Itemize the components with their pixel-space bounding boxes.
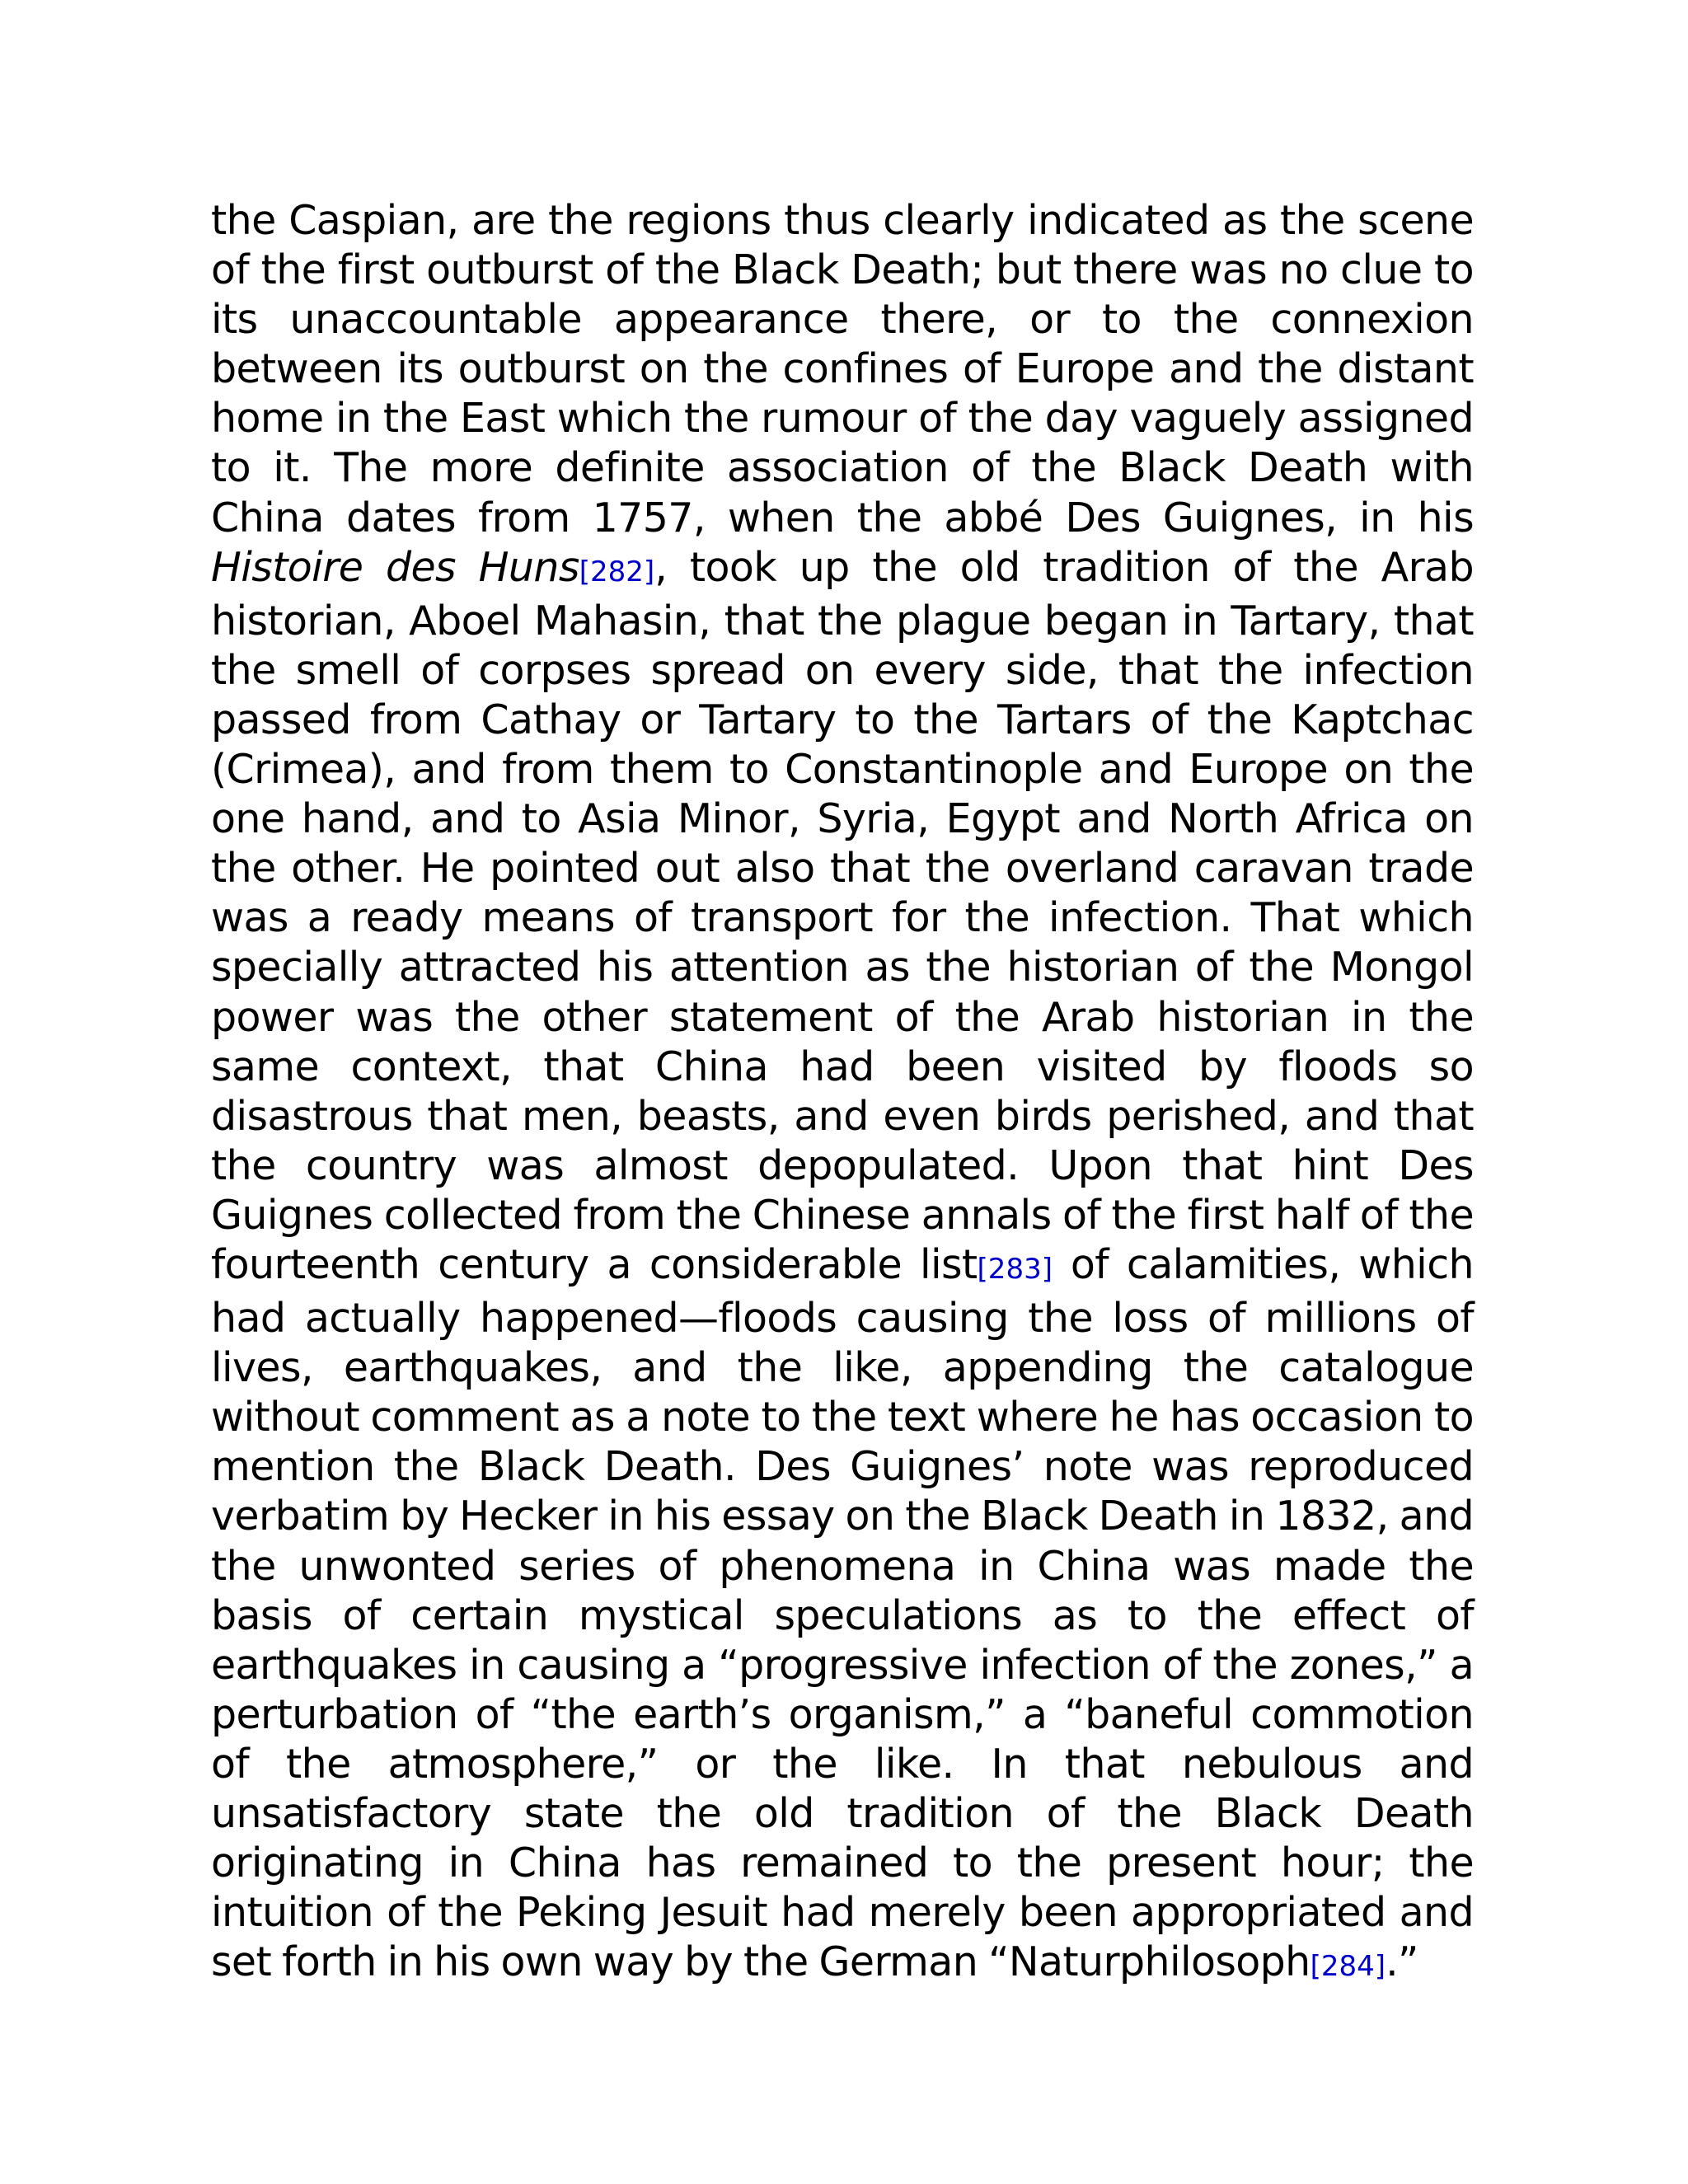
footnote-link-284[interactable]: [284]: [1310, 1950, 1386, 1984]
footnote-link-282[interactable]: [282]: [579, 555, 655, 588]
text-segment-3: of calamities, which had actually happened—floods causing the loss of millions of lives, earthquakes, and the like, appending the catalogue without comment as a note to the text where he has occasion to mention the Black Death. Des Guignes’ note was reproduced verbatim by Hecker in his essay on the Black Death in 1832, and the unwonted series of phenomena in China was made the basis of certain mystical speculations as to the effect of earthquakes in causing a “progressive infection of the zones,” a perturbation of “the earth’s organism,” a “baneful commotion of the atmosphere,” or the like. In that nebulous and unsatisfactory state the old tradition of the Black Death originating in China has remained to the present hour; the intuition of the Peking Jesuit had merely been appropriated and set forth in his own way by the German “Naturphilosoph: [211, 1240, 1474, 1986]
body-paragraph: [211, 196, 1474, 1991]
text-segment-4: .”: [1386, 1938, 1418, 1986]
page-body: [211, 196, 1474, 1991]
footnote-link-283[interactable]: [283]: [977, 1252, 1053, 1286]
text-segment-2: , took up the old tradition of the Arab historian, Aboel Mahasin, that the plague began in Tartary, that the smell of corpses spread on every side, that the infection passed from Cathay or Tartary to the Tartars of the Kaptchac (Crimea), and from them to Constantinople and Europe on the one hand, and to Asia Minor, Syria, Egypt and North Africa on the other. He pointed out also that the overland caravan trade was a ready means of transport for the infection. That which specially attracted his attention as the historian of the Mongol power was the other statement of the Arab historian in the same context, that China had been visited by floods so disastrous that men, beasts, and even birds perished, and that the country was almost depopulated. Upon that hint Des Guignes collected from the Chinese annals of the first half of the fourteenth century a considerable list: [211, 543, 1474, 1288]
text-segment-1: the Caspian, are the regions thus clearly indicated as the scene of the first outburst of the Black Death; but there was no clue to its unaccountable appearance there, or to the connexion between its outburst on the confines of Europe and the distant home in the East which the rumour of the day vaguely assigned to it. The more definite association of the Black Death with China dates from 1757, when the abbé Des Guignes, in his: [211, 197, 1474, 541]
book-title: Histoire des Huns: [211, 543, 579, 591]
